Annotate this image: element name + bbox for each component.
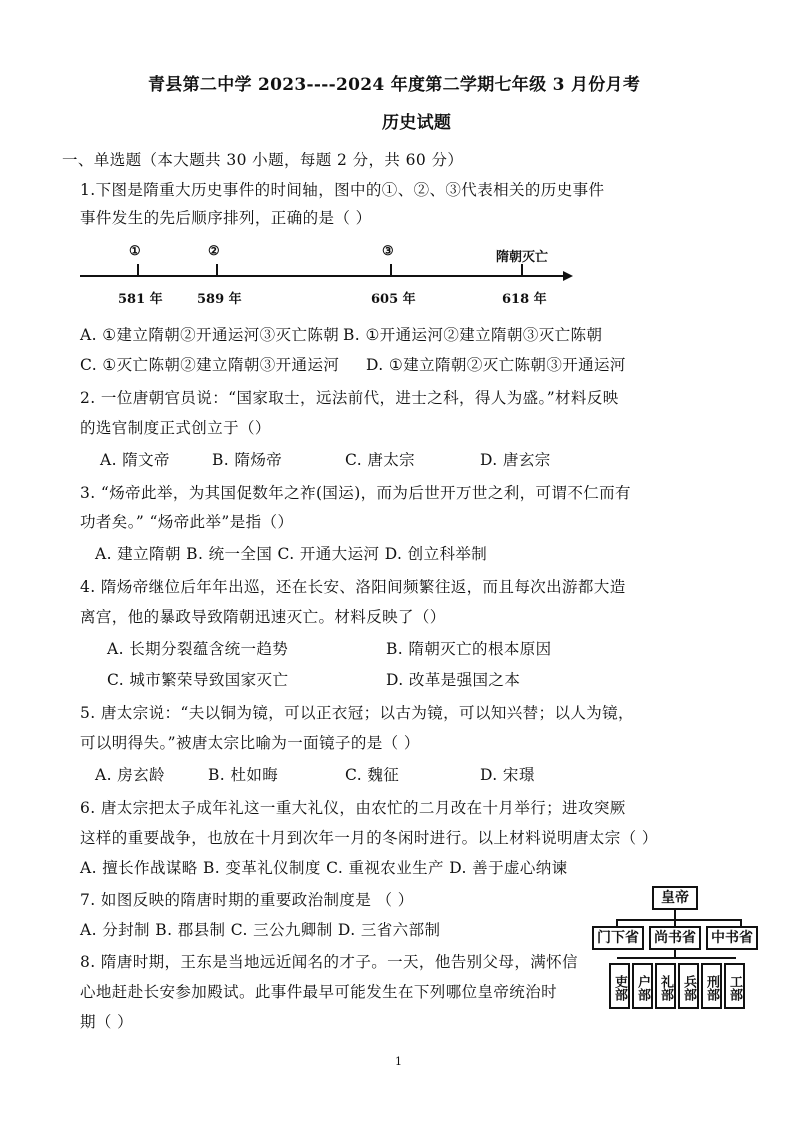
question-1-option-a: A. ①建立隋朝②开通运河③灭亡陈朝 (80, 326, 340, 344)
question-3-line-2: 功者矣。” “炀帝此举”是指（） (80, 513, 294, 531)
timeline-year-2: 589 年 (197, 292, 242, 307)
question-4-option-b: B. 隋朝灭亡的根本原因 (386, 640, 552, 658)
question-8-line-3: 期（ ） (80, 1013, 134, 1031)
question-1-option-b: B. ①开通运河②建立隋朝③灭亡陈朝 (343, 326, 603, 344)
section-heading: 一、单选题（本大题共 30 小题，每题 2 分，共 60 分） (62, 151, 464, 169)
question-8-line-1: 8. 隋唐时期，王东是当地远近闻名的才子。一天，他告别父母，满怀信 (80, 953, 578, 971)
question-3-options: A. 建立隋朝 B. 统一全国 C. 开通大运河 D. 创立科举制 (95, 545, 488, 563)
ministry-of-war-box: 兵部 (678, 963, 699, 1009)
question-2-option-d: D. 唐玄宗 (480, 451, 551, 469)
question-6-line-2: 这样的重要战争，也放在十月到次年一月的冬闲时进行。以上材料说明唐太宗（ ） (80, 829, 658, 847)
question-1-line-2: 事件发生的先后顺序排列，正确的是（ ） (80, 209, 372, 227)
emperor-box: 皇帝 (652, 886, 698, 910)
three-departments-diagram (592, 886, 772, 1011)
timeline-event-4: 隋朝灭亡 (496, 250, 549, 265)
question-3-line-1: 3. “炀帝此举，为其国促数年之祚(国运)，而为后世开万世之利，可谓不仁而有 (80, 484, 631, 502)
timeline-year-3: 605 年 (371, 292, 416, 307)
ministry-of-rites-box: 礼部 (655, 963, 676, 1009)
question-2-option-a: A. 隋文帝 (100, 451, 170, 469)
question-5-line-2: 可以明得失。”被唐太宗比喻为一面镜子的是（ ） (80, 734, 420, 752)
question-4-line-1: 4. 隋炀帝继位后年年出巡，还在长安、洛阳间频繁往返，而且每次出游都大造 (80, 578, 626, 596)
question-4-option-c: C. 城市繁荣导致国家灭亡 (107, 671, 289, 689)
question-1-option-d: D. ①建立隋朝②灭亡陈朝③开通运河 (366, 356, 626, 374)
question-5-option-c: C. 魏征 (345, 766, 400, 784)
question-6-options: A. 擅长作战谋略 B. 变革礼仪制度 C. 重视农业生产 D. 善于虚心纳谏 (80, 859, 568, 877)
question-5-option-b: B. 杜如晦 (208, 766, 279, 784)
page-number: 1 (395, 1055, 402, 1068)
question-5-line-1: 5. 唐太宗说：“夫以铜为镜，可以正衣冠；以古为镜，可以知兴替；以人为镜， (80, 704, 634, 722)
timeline-event-1: ① (129, 244, 141, 259)
ministry-of-works-box: 工部 (724, 963, 745, 1009)
ministry-of-revenue-box: 户部 (632, 963, 653, 1009)
question-4-option-a: A. 长期分裂蕴含统一趋势 (107, 640, 289, 658)
timeline-year-4: 618 年 (502, 292, 547, 307)
question-2-line-2: 的选官制度正式创立于（） (80, 419, 271, 437)
question-1-option-c: C. ①灭亡陈朝②建立隋朝③开通运河 (80, 356, 340, 374)
zhongshu-department-box: 中书省 (706, 926, 758, 950)
exam-title: 青县第二中学 2023----2024 年度第二学期七年级 3 月份月考 (148, 75, 641, 95)
question-4-line-2: 离宫，他的暴政导致隋朝迅速灭亡。材料反映了（） (80, 608, 446, 626)
question-2-option-c: C. 唐太宗 (345, 451, 416, 469)
question-7-options: A. 分封制 B. 郡县制 C. 三公九卿制 D. 三省六部制 (80, 921, 441, 939)
ministry-of-justice-box: 刑部 (701, 963, 722, 1009)
timeline-event-3: ③ (382, 244, 394, 259)
question-5-option-d: D. 宋璟 (480, 766, 535, 784)
question-1-line-1: 1.下图是隋重大历史事件的时间轴，图中的①、②、③代表相关的历史事件 (80, 181, 605, 199)
question-2-line-1: 2. 一位唐朝官员说：“国家取士，远法前代，进士之科，得人为盛。”材料反映 (80, 389, 619, 407)
exam-subtitle: 历史试题 (382, 113, 452, 133)
question-2-option-b: B. 隋炀帝 (212, 451, 283, 469)
question-6-line-1: 6. 唐太宗把太子成年礼这一重大礼仪，由农忙的二月改在十月举行；进攻突厥 (80, 799, 626, 817)
shangshu-department-box: 尚书省 (649, 926, 701, 950)
timeline-figure (75, 238, 575, 308)
timeline-event-2: ② (208, 244, 220, 259)
menxia-department-box: 门下省 (592, 926, 644, 950)
question-5-option-a: A. 房玄龄 (95, 766, 165, 784)
timeline-year-1: 581 年 (118, 292, 163, 307)
question-8-line-2: 心地赶赴长安参加殿试。此事件最早可能发生在下列哪位皇帝统治时 (80, 983, 558, 1001)
question-4-option-d: D. 改革是强国之本 (386, 671, 521, 689)
ministry-of-personnel-box: 吏部 (609, 963, 630, 1009)
question-7-line-1: 7. 如图反映的隋唐时期的重要政治制度是 （ ） (80, 891, 414, 909)
